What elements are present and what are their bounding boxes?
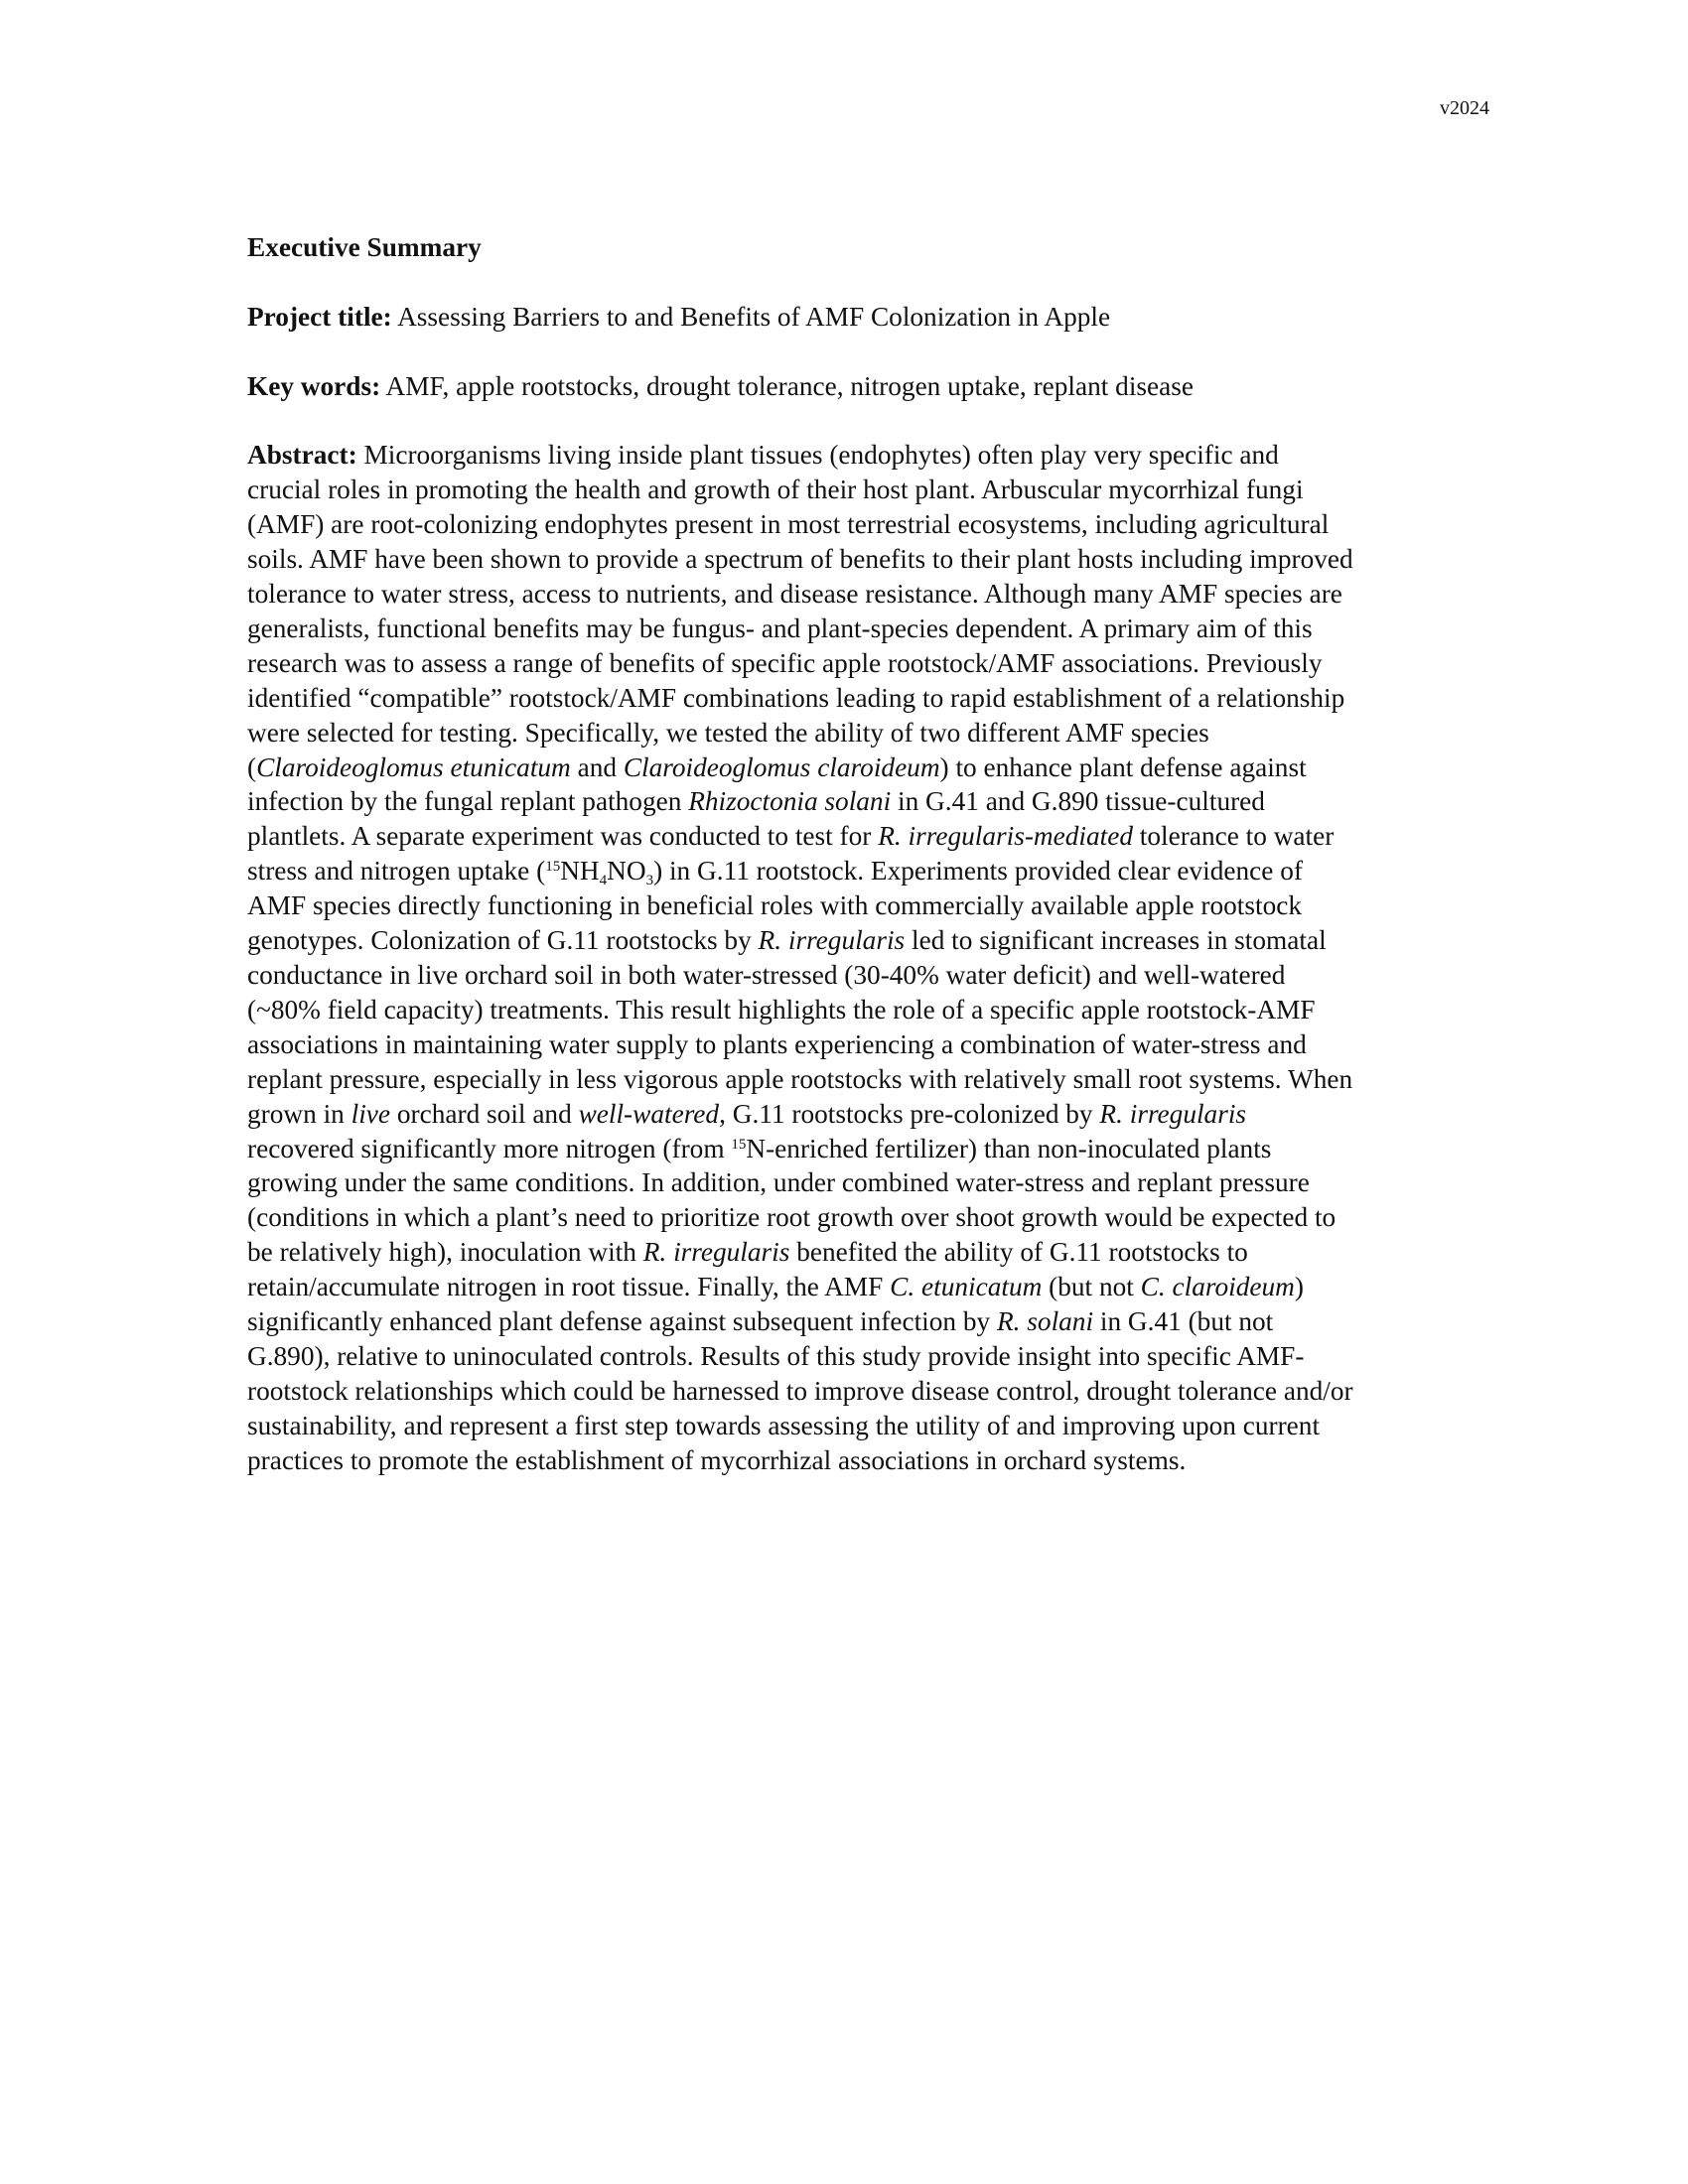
abstract-line [247,1443,1492,1478]
abstract-text: and [570,751,624,782]
abstract-line [247,1165,1492,1200]
italic-term: well-watered [578,1098,720,1129]
abstract-text: ) to enhance plant defense against [939,751,1307,782]
abstract-line [247,473,1492,507]
abstract-text: retain/accumulate nitrogen in root tissue. Finally, the AMF [247,1272,891,1302]
keywords-label: Key words: [247,370,381,401]
abstract-label: Abstract: [247,440,357,471]
italic-term: C. claroideum [1140,1272,1295,1302]
abstract-line [247,681,1492,716]
italic-term: R. irregularis-mediated [878,821,1133,852]
abstract-text: tolerance to water stress, access to nutrients, and disease resistance. Although many AMF species are [247,579,1342,610]
project-title-label: Project title: [247,301,392,332]
abstract-text: (AMF) are root-colonizing endophytes present in most terrestrial ecosystems, including agricultural [247,509,1330,540]
italic-term: Rhizoctonia solani [688,786,892,817]
abstract-text: (~80% field capacity) treatments. This result highlights the role of a specific apple rootstock-AMF [247,994,1316,1024]
abstract-line [247,1235,1492,1270]
abstract-text: NO [607,856,646,887]
abstract-text: research was to assess a range of benefits of specific apple rootstock/AMF associations. Previously [247,647,1323,678]
italic-term: R. irregularis [758,925,906,956]
abstract-line [247,993,1492,1027]
abstract-line [247,1132,1492,1166]
abstract-line [247,958,1492,993]
abstract-line [247,751,1492,785]
abstract-line [247,1027,1492,1062]
abstract [247,438,1492,1477]
abstract-line [247,784,1492,819]
keywords-value: AMF, apple rootstocks, drought tolerance, nitrogen uptake, replant disease [385,370,1194,401]
abstract-text: (conditions in which a plant’s need to prioritize root growth over shoot growth would be expected to [247,1202,1336,1233]
abstract-line [247,438,1492,473]
abstract-text: ) [1294,1272,1304,1302]
abstract-line [247,1409,1492,1443]
abstract-text: genotypes. Colonization of G.11 rootstocks by [247,925,759,956]
italic-term: live [351,1098,391,1129]
abstract-text: ) in G.11 rootstock. Experiments provided clear evidence of [653,856,1303,887]
abstract-line [247,542,1492,577]
abstract-text: soils. AMF have been shown to provide a spectrum of benefits to their plant hosts including improved [247,544,1353,575]
abstract-line [247,1062,1492,1097]
sup-text: 15 [545,859,561,876]
abstract-text: ( [247,751,257,782]
sub-text: 4 [599,873,608,889]
abstract-line [247,1339,1492,1374]
abstract-text: growing under the same conditions. In addition, under combined water-stress and replant pressure [247,1167,1310,1198]
abstract-text: plantlets. A separate experiment was conducted to test for [247,821,879,852]
abstract-text: crucial roles in promoting the health and growth of their host plant. Arbuscular mycorrhizal fungi [247,475,1304,505]
executive-summary [247,230,1492,1512]
abstract-text: benefited the ability of G.11 rootstocks to [789,1237,1248,1268]
abstract-text: be relatively high), inoculation with [247,1237,643,1268]
keywords [247,369,1492,404]
abstract-text: Microorganisms living inside plant tissues (endophytes) often play very specific and [356,440,1279,471]
abstract-text: significantly enhanced plant defense against subsequent infection by [247,1306,997,1337]
abstract-line [247,507,1492,542]
sub-text: 3 [645,873,654,889]
abstract-text: grown in [247,1098,352,1129]
abstract-text: replant pressure, especially in less vigorous apple rootstocks with relatively small root systems. When [247,1063,1353,1094]
abstract-text: sustainability, and represent a first step towards assessing the utility of and improving upon current [247,1410,1321,1440]
abstract-line [247,923,1492,958]
abstract-line [247,888,1492,923]
abstract-text: orchard soil and [390,1098,579,1129]
abstract-text: AMF species directly functioning in beneficial roles with commercially available apple rootstock [247,890,1302,921]
abstract-line [247,612,1492,646]
italic-term: Claroideoglomus etunicatum [256,751,571,782]
abstract-line [247,1374,1492,1409]
abstract-line [247,646,1492,681]
abstract-text: were selected for testing. Specifically, we tested the ability of two different AMF species [247,717,1209,748]
abstract-text: recovered significantly more nitrogen (from [247,1133,732,1163]
abstract-text: associations in maintaining water supply to plants experiencing a combination of water-stress and [247,1028,1307,1059]
abstract-text: conductance in live orchard soil in both water-stressed (30-40% water deficit) and well-watered [247,959,1286,990]
abstract-text: G.890), relative to uninoculated controls. Results of this study provide insight into specific AMF- [247,1340,1305,1371]
abstract-text: tolerance to water [1132,821,1335,852]
project-title [247,300,1492,335]
project-title-value: Assessing Barriers to and Benefits of AMF Colonization in Apple [397,301,1111,332]
section-heading: Executive Summary [247,232,482,262]
abstract-line [247,1097,1492,1132]
abstract-text: rootstock relationships which could be harnessed to improve disease control, drought tolerance and/or [247,1375,1353,1406]
abstract-text: infection by the fungal replant pathogen [247,786,689,817]
abstract-text: NH [560,856,600,887]
italic-term: R. solani [996,1306,1094,1337]
sup-text: 15 [731,1136,747,1153]
abstract-line [247,854,1492,888]
abstract-line [247,1200,1492,1235]
abstract-text: in G.41 and G.890 tissue-cultured [891,786,1265,817]
version-label: v2024 [1440,97,1489,119]
abstract-text: (but not [1042,1272,1141,1302]
abstract-line [247,716,1492,751]
italic-term: C. etunicatum [890,1272,1043,1302]
italic-term: Claroideoglomus claroideum [623,751,940,782]
abstract-text: N-enriched fertilizer) than non-inoculated plants [746,1133,1272,1163]
abstract-text: in G.41 (but not [1093,1306,1274,1337]
abstract-text: stress and nitrogen uptake ( [247,856,546,887]
abstract-text: practices to promote the establishment of mycorrhizal associations in orchard systems. [247,1444,1187,1475]
abstract-line [247,819,1492,854]
italic-term: R. irregularis [1099,1098,1247,1129]
abstract-text: led to significant increases in stomatal [905,925,1327,956]
italic-term: R. irregularis [642,1237,790,1268]
abstract-text: generalists, functional benefits may be fungus- and plant-species dependent. A primary aim of this [247,613,1313,643]
abstract-line [247,577,1492,612]
abstract-text: identified “compatible” rootstock/AMF combinations leading to rapid establishment of a relationship [247,682,1345,713]
abstract-line [247,1304,1492,1339]
abstract-text: , G.11 rootstocks pre-colonized by [719,1098,1100,1129]
abstract-line [247,1270,1492,1304]
